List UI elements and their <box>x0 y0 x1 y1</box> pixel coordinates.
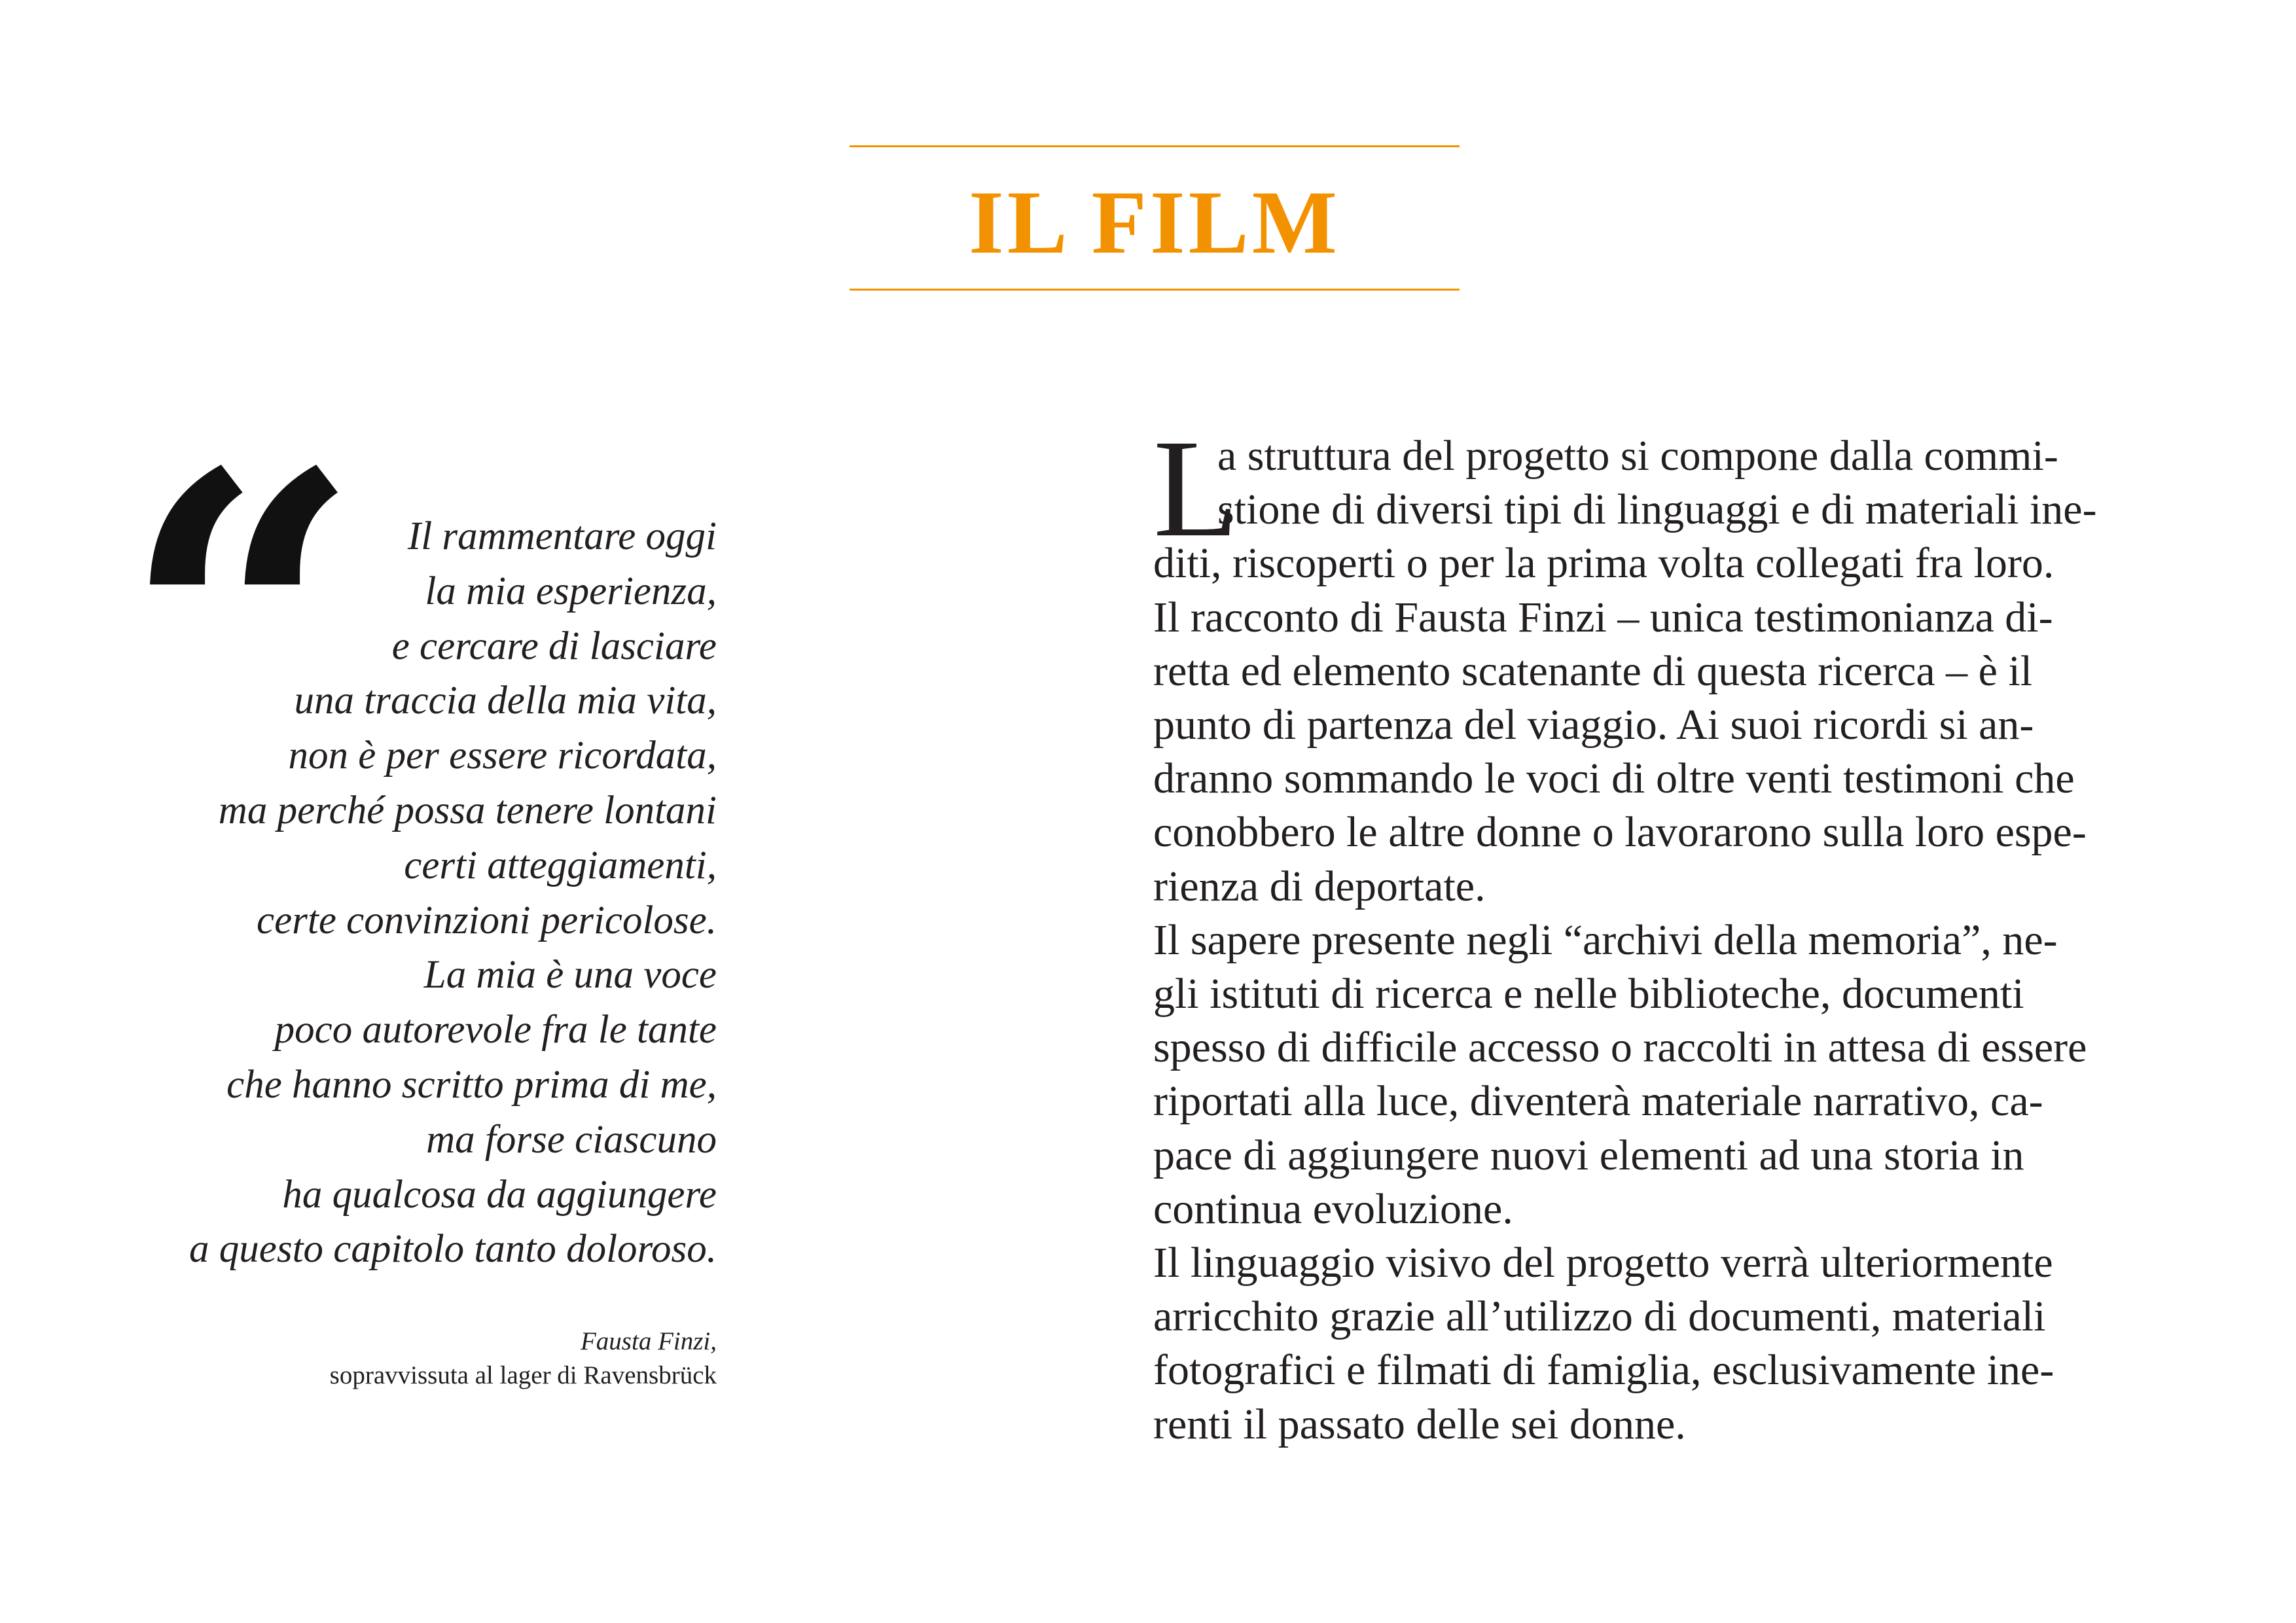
article-line: gli istituti di ricerca e nelle biblioteche, documenti <box>1153 970 2024 1018</box>
title-rule-bottom <box>850 289 1460 291</box>
article-line: a struttura del progetto si compone dalla commi- <box>1217 432 2058 480</box>
quote-author-role: sopravvissuta al lager di Ravensbrück <box>329 1361 717 1389</box>
title-rule-top <box>850 145 1460 147</box>
quote-line: e cercare di lasciare <box>391 624 717 668</box>
drop-cap: L <box>1153 411 1239 566</box>
article-line: rienza di deportate. <box>1153 862 1486 910</box>
article-line: punto di partenza del viaggio. Ai suoi ricordi si an- <box>1153 701 2034 749</box>
quote-line: certi atteggiamenti, <box>404 843 717 887</box>
article-line: fotografici e filmati di famiglia, esclusivamente ine- <box>1153 1346 2054 1395</box>
article-line: conobbero le altre donne o lavorarono sulla loro espe- <box>1153 808 2087 857</box>
article-line: spesso di difficile accesso o raccolti in attesa di essere <box>1153 1024 2087 1072</box>
article-line: diti, riscoperti o per la prima volta collegati fra loro. <box>1153 539 2054 588</box>
quote-line: non è per essere ricordata, <box>288 734 717 778</box>
quote-line: Il rammentare oggi <box>407 514 717 558</box>
quote-line: ma perché possa tenere lontani <box>218 788 717 832</box>
quote-line: ma forse ciascuno <box>426 1117 717 1162</box>
article-line: arricchito grazie all’utilizzo di documenti, materiali <box>1153 1293 2046 1341</box>
article-line: dranno sommando le voci di oltre venti testimoni che <box>1153 755 2075 803</box>
article-line: retta ed elemento scatenante di questa ricerca – è il <box>1153 647 2033 695</box>
article-line: Il sapere presente negli “archivi della memoria”, ne- <box>1153 916 2058 964</box>
article-line: renti il passato delle sei donne. <box>1153 1400 1686 1448</box>
quote-line: certe convinzioni pericolose. <box>257 898 717 942</box>
quote-text <box>92 509 717 1277</box>
quote-line: una traccia della mia vita, <box>294 679 717 723</box>
article-line: stione di diversi tipi di linguaggi e di materiali ine- <box>1217 486 2097 534</box>
quote-line: la mia esperienza, <box>425 569 717 613</box>
quote-line: La mia è una voce <box>423 953 717 997</box>
article-line: riportati alla luce, diventerà materiale narrativo, ca- <box>1153 1077 2043 1126</box>
page-title: IL FILM <box>969 172 1340 272</box>
quote-author: Fausta Finzi, <box>580 1327 717 1355</box>
article-line: Il linguaggio visivo del progetto verrà ulteriormente <box>1153 1239 2053 1287</box>
quote-line: ha qualcosa da aggiungere <box>282 1172 717 1217</box>
article-body <box>1153 429 2214 1452</box>
quotation-mark-icon: “ <box>121 382 363 874</box>
quote-line: che hanno scritto prima di me, <box>226 1062 717 1107</box>
quote-line: poco autorevole fra le tante <box>274 1008 717 1052</box>
quote-line: a questo capitolo tanto doloroso. <box>189 1227 717 1272</box>
article-line: pace di aggiungere nuovi elementi ad una storia in <box>1153 1131 2024 1179</box>
article-line: Il racconto di Fausta Finzi – unica testimonianza di- <box>1153 593 2053 641</box>
quote-attribution <box>92 1325 717 1393</box>
article-line: continua evoluzione. <box>1153 1185 1513 1233</box>
